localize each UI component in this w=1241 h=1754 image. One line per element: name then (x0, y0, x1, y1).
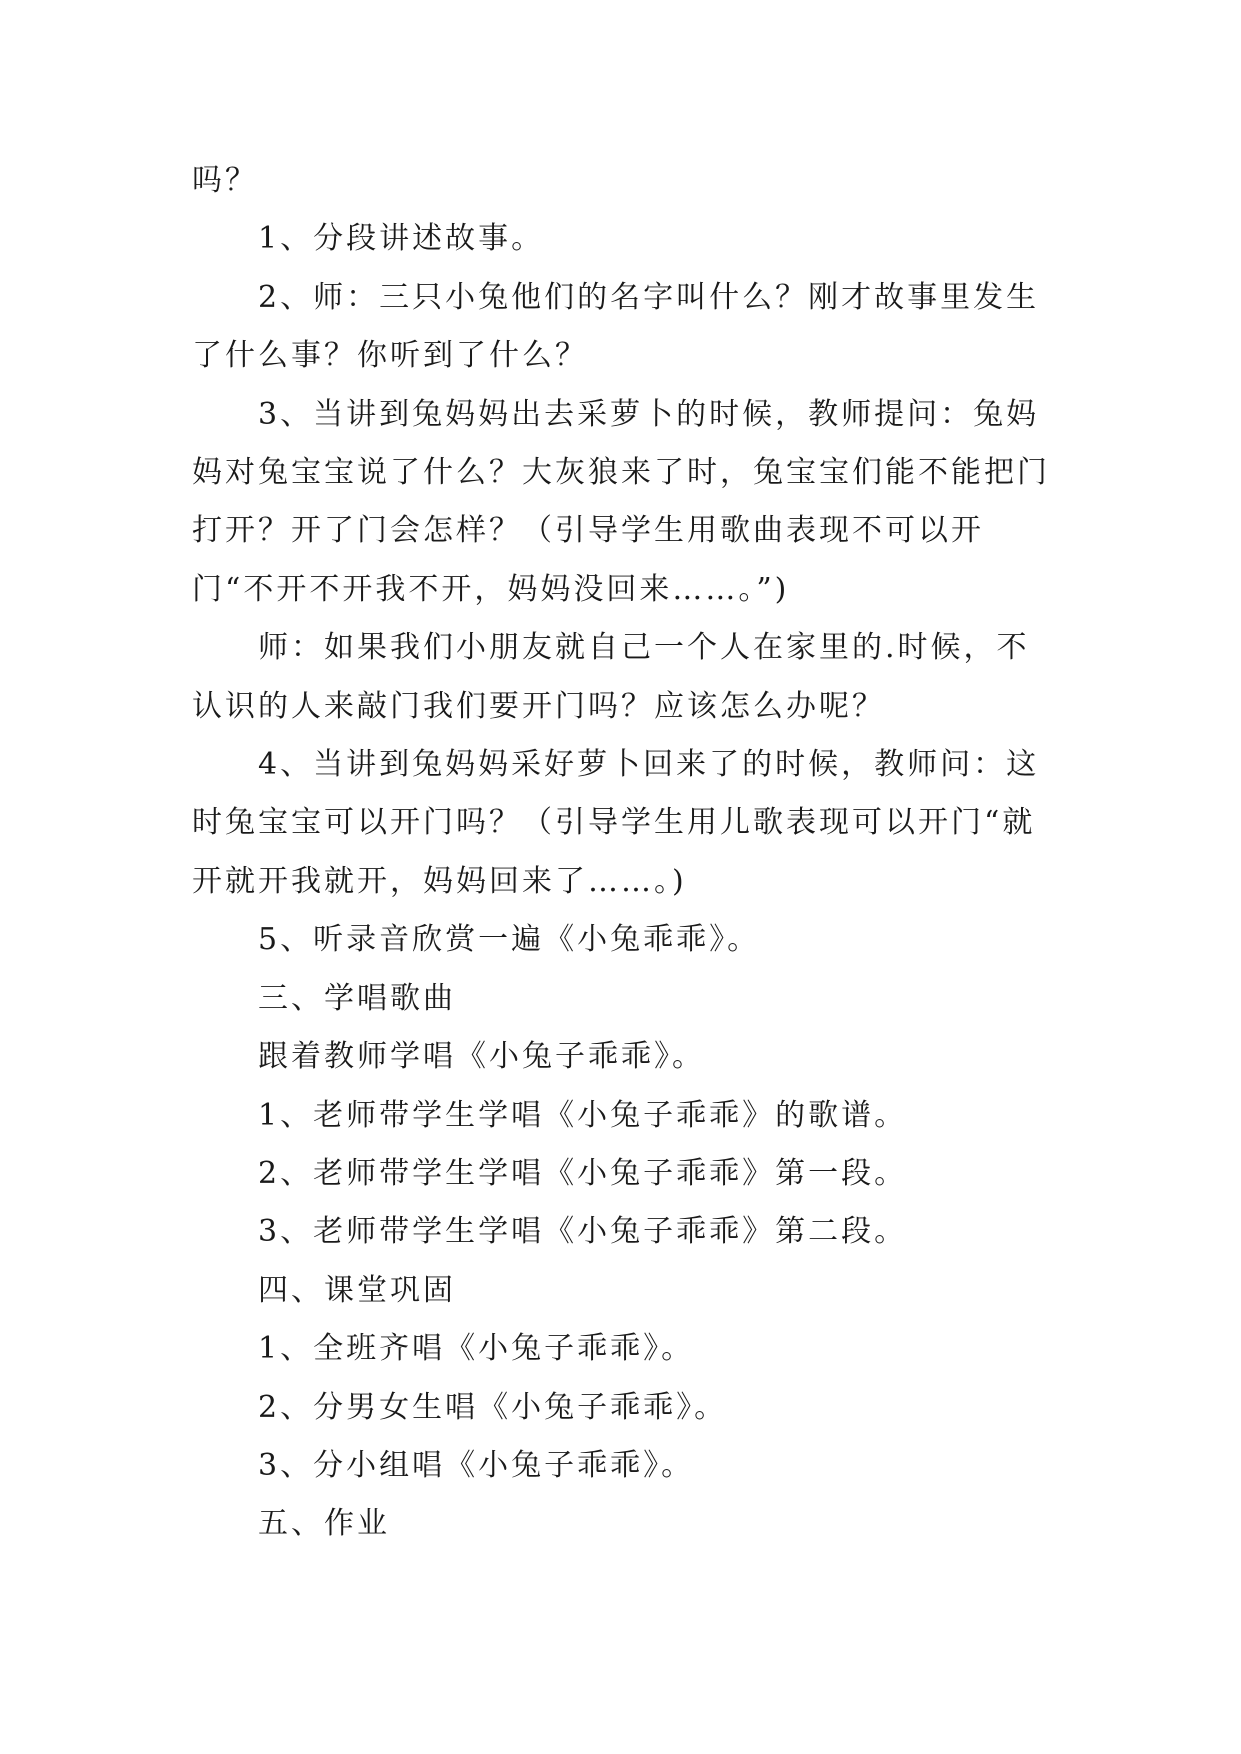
paragraph-continuation: 吗？ (192, 163, 258, 198)
paragraph-step-4: 4、当讲到兔妈妈采好萝卜回来了的时候，教师问：这时兔宝宝可以开门吗？（引导学生用儿歌表现可以开门“就开就开我就开，妈妈回来了……。) (192, 747, 1040, 899)
paragraph-learn-2: 2、老师带学生学唱《小兔子乖乖》第一段。 (258, 1155, 908, 1191)
paragraph-learn-1: 1、老师带学生学唱《小兔子乖乖》的歌谱。 (258, 1097, 908, 1133)
paragraph-learn-3: 3、老师带学生学唱《小兔子乖乖》第二段。 (258, 1214, 908, 1250)
paragraph-teacher-question: 师：如果我们小朋友就自己一个人在家里的.时候，不认识的人来敲门我们要开门吗？应该怎么办呢？ (192, 630, 1030, 724)
paragraph-step-1: 1、分段讲述故事。 (258, 221, 545, 257)
paragraph-step-2: 2、师：三只小兔他们的名字叫什么？刚才故事里发生了什么事？你听到了什么？ (192, 279, 1040, 374)
paragraph-learn-intro: 跟着教师学唱《小兔子乖乖》。 (258, 1039, 705, 1075)
paragraph-review-3: 3、分小组唱《小兔子乖乖》。 (258, 1447, 695, 1483)
section-heading-4: 四、课堂巩固 (258, 1272, 456, 1308)
paragraph-review-1: 1、全班齐唱《小兔子乖乖》。 (258, 1331, 695, 1367)
section-heading-5: 五、作业 (258, 1506, 390, 1542)
paragraph-review-2: 2、分男女生唱《小兔子乖乖》。 (258, 1389, 728, 1425)
paragraph-step-3: 3、当讲到兔妈妈出去采萝卜的时候，教师提问：兔妈妈对兔宝宝说了什么？大灰狼来了时，兔宝宝们能不能把门打开？开了门会怎样？（引导学生用歌曲表现不可以开门“不开不开我不开，妈妈没回来……。”) (192, 396, 1050, 607)
document-body (192, 152, 1052, 1554)
paragraph-step-5: 5、听录音欣赏一遍《小兔乖乖》。 (258, 922, 761, 958)
section-heading-3: 三、学唱歌曲 (258, 980, 456, 1016)
